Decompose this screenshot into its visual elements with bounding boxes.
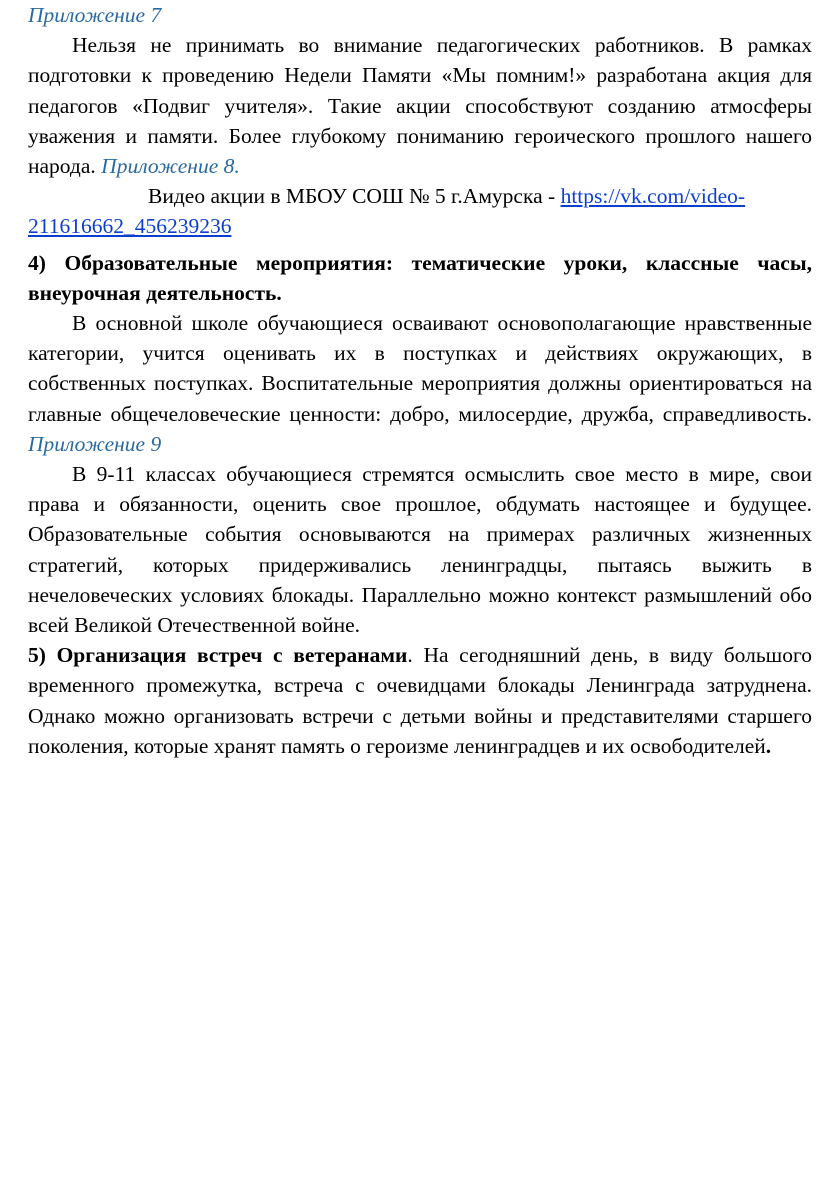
video-line <box>28 181 812 241</box>
section-4-heading: 4) Образовательные мероприятия: тематические уроки, классные часы, внеурочная деятельность. <box>28 250 812 305</box>
paragraph-basic-school <box>28 308 812 459</box>
appendix-7-ref: Приложение 7 <box>28 3 162 27</box>
paragraph-teachers <box>28 30 812 181</box>
paragraph-teachers-text: Нельзя не принимать во внимание педагогических работников. В рамках подготовки к проведению Недели Памяти «Мы помним!» разработана акция для педагогов «Подвиг учителя». Такие акции способствуют созданию атмосферы уважения и памяти. Более глубокому пониманию героического прошлого нашего народа. <box>28 33 812 179</box>
video-label: Видео акции в МБОУ СОШ № 5 г.Амурска - <box>148 184 561 209</box>
paragraph-veterans <box>28 640 812 761</box>
paragraph-basic-school-text: В основной школе обучающиеся осваивают основополагающие нравственные категории, учится оценивать их в поступках и действиях окружающих, в собственных поступках. Воспитательные мероприятия должны ориентироваться на главные общечеловеческие ценности: добро, милосердие, дружба, справедливость. <box>28 311 812 426</box>
appendix-8-ref[interactable]: Приложение 8. <box>101 154 240 179</box>
paragraph-senior-classes: В 9-11 классах обучающиеся стремятся осмыслить свое место в мире, свои права и обязанности, оценить свое прошлое, обдумать настоящее и будущее. Образовательные события основываются на примерах различных жизненных стратегий, которых придерживались ленинградцы, пытаясь выжить в нечеловеческих условиях блокады. Параллельно можно контекст размышлений обо всей Великой Отечественной войне. <box>28 462 812 638</box>
document-page <box>28 0 812 761</box>
section-5-heading: 5) Организация встреч с ветеранами <box>28 643 408 668</box>
section-5-end: . <box>765 733 772 758</box>
appendix-9-ref[interactable]: Приложение 9 <box>28 431 162 456</box>
video-link[interactable]: https://vk.com/video-211616662_456239236 <box>28 184 746 239</box>
appendix-7-label <box>28 0 812 30</box>
section-5-text: . На сегодняшний день, в виду большого временного промежутка, встреча с очевидцами блокады Ленинграда затруднена. Однако можно организовать встречи с детьми войны и представителями старшего поколения, которые хранят память о героизме ленинградцев и их освободителей <box>28 643 812 758</box>
